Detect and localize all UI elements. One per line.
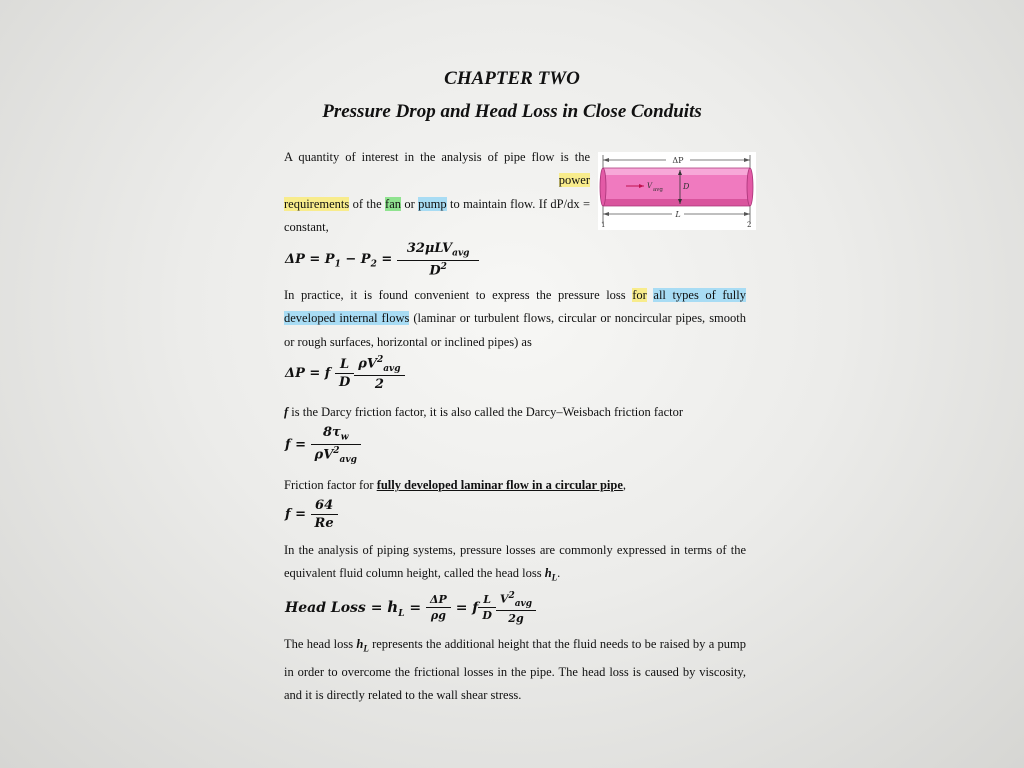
eq1-equals: =: [376, 251, 393, 267]
eq5-f2-den: D: [478, 607, 496, 622]
eq1-numerator: 32μLV: [406, 241, 453, 256]
highlight-fan: fan: [385, 196, 401, 211]
eq5-fraction-1: [426, 593, 451, 622]
l-label: L: [675, 210, 681, 219]
para4-text: Friction factor for: [284, 478, 377, 492]
eq5-fraction-3: [496, 591, 536, 625]
para6-text: The head loss: [284, 637, 357, 651]
eq5-f2-num: L: [483, 593, 491, 607]
station-1-label: 1: [601, 221, 606, 229]
para5-text: In the analysis of piping systems, pressure losses are commonly expressed in terms of the equivalent fluid column height, called the head loss: [284, 543, 746, 581]
eq1-numerator-sub: avg: [452, 248, 470, 259]
head-loss-equation: [285, 591, 536, 625]
paragraph-head-loss: [284, 539, 746, 590]
highlight-requirements: requirements: [284, 196, 350, 211]
eq4-fraction: [311, 498, 338, 531]
eq5-f3-sup: 2: [508, 591, 515, 601]
para5-h-sub: L: [551, 572, 558, 583]
highlight-for: for: [632, 288, 647, 302]
eq5-f3-den: 2g: [508, 611, 524, 625]
pipe-diagram: [598, 152, 756, 230]
eq2-fraction-2: [354, 355, 404, 392]
d-label: D: [683, 182, 690, 191]
eq1-fraction: [397, 241, 480, 278]
intro-paragraph: [284, 146, 590, 239]
pipe-flow-figure: [598, 152, 756, 230]
laminar-friction-equation: [285, 498, 338, 531]
friction-factor-equation: [285, 425, 361, 465]
dp-label: ΔP: [672, 156, 684, 165]
highlight-all-types: all types of fully developed internal flows: [284, 288, 747, 326]
paragraph-laminar: [284, 474, 754, 497]
eq1-lhs: ΔP = P: [285, 251, 335, 267]
eq4-den: Re: [314, 516, 334, 531]
para6-h-sub: L: [363, 643, 369, 654]
eq2-f2-sub: avg: [383, 363, 401, 374]
highlight-power: power: [558, 173, 590, 188]
para2-text: In practice, it is found convenient to express the pressure loss: [284, 288, 626, 302]
eq2-fraction-1: [335, 357, 354, 390]
chapter-subtitle: Pressure Drop and Head Loss in Close Conduits: [322, 101, 702, 122]
eq2-f2-num: ρV: [358, 356, 377, 372]
laminar-flow-underline: fully developed laminar flow in a circular pipe: [376, 478, 623, 492]
darcy-equation: [285, 355, 405, 392]
eq3-lhs: f =: [285, 437, 307, 453]
eq5-equals-f: = f: [450, 599, 479, 616]
eq3-den: ρV: [314, 446, 334, 462]
eq1-denominator: D: [429, 262, 441, 278]
v-label: V: [647, 182, 653, 190]
chapter-title: CHAPTER TWO: [444, 68, 580, 89]
eq3-num-sub: w: [340, 432, 349, 443]
para3-text: is the Darcy friction factor, it is also called the Darcy–Weisbach friction factor: [288, 405, 684, 419]
intro-text-3: or: [404, 196, 415, 211]
eq5-equals: =: [404, 599, 422, 616]
eq5-f3-sub: avg: [514, 598, 533, 609]
para6-h: h: [356, 637, 364, 651]
paragraph-darcy: [284, 401, 754, 424]
eq1-denominator-sup: 2: [440, 261, 447, 272]
eq5-h-sub: L: [398, 608, 405, 619]
v-sub-label: avg: [653, 187, 663, 193]
pressure-drop-equation: [285, 241, 479, 278]
para5-h: h: [544, 566, 552, 581]
eq2-f2-sup: 2: [376, 355, 384, 365]
eq4-num: 64: [311, 498, 338, 515]
eq3-num: 8τ: [322, 425, 341, 440]
eq2-f1-den: D: [335, 373, 354, 390]
paragraph-practice: [284, 284, 746, 354]
highlight-pump: pump: [418, 196, 447, 211]
intro-text-2: of the: [352, 196, 382, 211]
eq2-lhs: ΔP = f: [285, 365, 331, 381]
para4-comma: ,: [622, 478, 627, 492]
para3-f: f: [284, 405, 289, 419]
eq3-den-sub: avg: [339, 454, 357, 465]
intro-text-4: to maintain flow. If dP/dx = constant,: [284, 196, 591, 234]
paragraph-head-loss-explanation: [284, 633, 746, 707]
eq5-fraction-2: [478, 593, 496, 622]
eq1-sub2: 2: [370, 259, 377, 270]
eq3-den-sup: 2: [333, 445, 340, 456]
eq2-f1-num: L: [340, 356, 350, 372]
eq1-sub1: 1: [334, 259, 341, 270]
eq2-f2-den: 2: [374, 376, 384, 392]
intro-text: A quantity of interest in the analysis of pipe flow is the: [284, 150, 590, 164]
para2-text-2: (laminar or turbulent flows, circular or noncircular pipes, smooth or rough surfaces, horizontal or inclined pipes) as: [284, 311, 747, 349]
eq3-fraction: [311, 425, 361, 465]
station-2-label: 2: [747, 221, 752, 229]
eq5-f3-num: V: [499, 592, 509, 606]
eq5-h: h: [387, 597, 399, 616]
para6-text-2: represents the additional height that the fluid needs to be raised by a pump in order to overcome the frictional losses in the pipe. The head loss is caused by viscosity, and it is directly related to the wall shear stress.: [284, 637, 746, 703]
para5-period: .: [557, 566, 561, 581]
eq4-lhs: f =: [285, 507, 307, 522]
eq5-lhs: Head Loss =: [285, 599, 383, 616]
eq5-f1-den: ρg: [430, 609, 446, 623]
eq5-f1-num: ΔP: [426, 593, 451, 608]
eq1-minus: − P: [340, 251, 371, 267]
